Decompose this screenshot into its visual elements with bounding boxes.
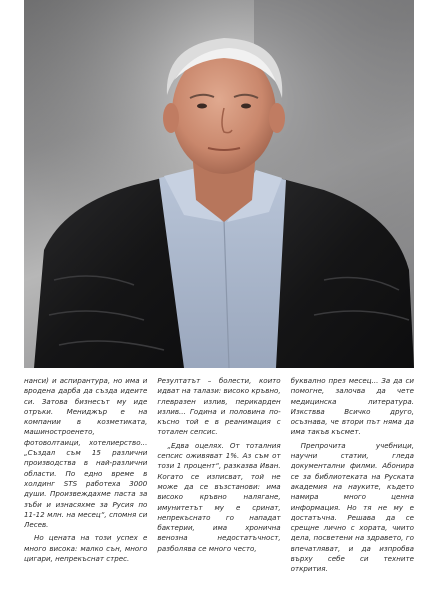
paragraph: Но цената на този успех е много висока: малко сън, много цигари, непрекъснат стрес. — [24, 533, 148, 564]
paragraph: Препрочита учебници, научни статии, гледа документални филми. Абонира се за библиотеката на Руската академия на науките, където намира много ценна информация. Но тя не му е достатъчна. Решава да се срещне лично с хората, чиито дела, посветени на здравето, го впечатляват, и да изпробва върху себе си техните открития. — [290, 440, 414, 574]
paragraph: нанси) и аспирантура, но има и вродена дарба да създа идеите си. Затова бизнесът му иде отръки. Мениджър е на компании в козметиката, машиностроенето, фотоволтаици, хотелиерство... „Създал съм 15 различни производства в най-различни области. По едно време в холдинг STS работеха 3000 души. Произвеждахме паста за зъби и изнасяхме за Русия по 11-12 млн. на месец“, спомня си Лесев. — [24, 376, 148, 530]
text-column-2 — [157, 376, 280, 590]
text-column-1 — [24, 376, 147, 590]
article-photo — [24, 0, 414, 368]
article-text — [24, 376, 414, 590]
paragraph: буквално през месец... За да си помогне, залочва да чете медицинска литература. Изкствва Всичко друго, осъзнава, че втори път няма да има такъв късмет. — [290, 376, 414, 437]
paragraph: Резултатът – болести, които идват на талази: високо кръвно, глевразен излив, перикарден излив... Година и половина по-късно той е в реанимация с тотален сепсис. — [157, 376, 281, 437]
portrait-illustration — [24, 0, 414, 368]
text-column-3 — [291, 376, 414, 590]
paragraph: „Едва оцелях. От тоталния сепсис оживяват 1%. Аз съм от този 1 процент“, разказва Иван. Когато се изписват, той не може да се възстанови: има високо кръвно налягане, имунитетът му е сринат, непрекъснато го нападат бактерии, има хронична венозна недостатъчност, разболява се много често, — [157, 440, 281, 553]
